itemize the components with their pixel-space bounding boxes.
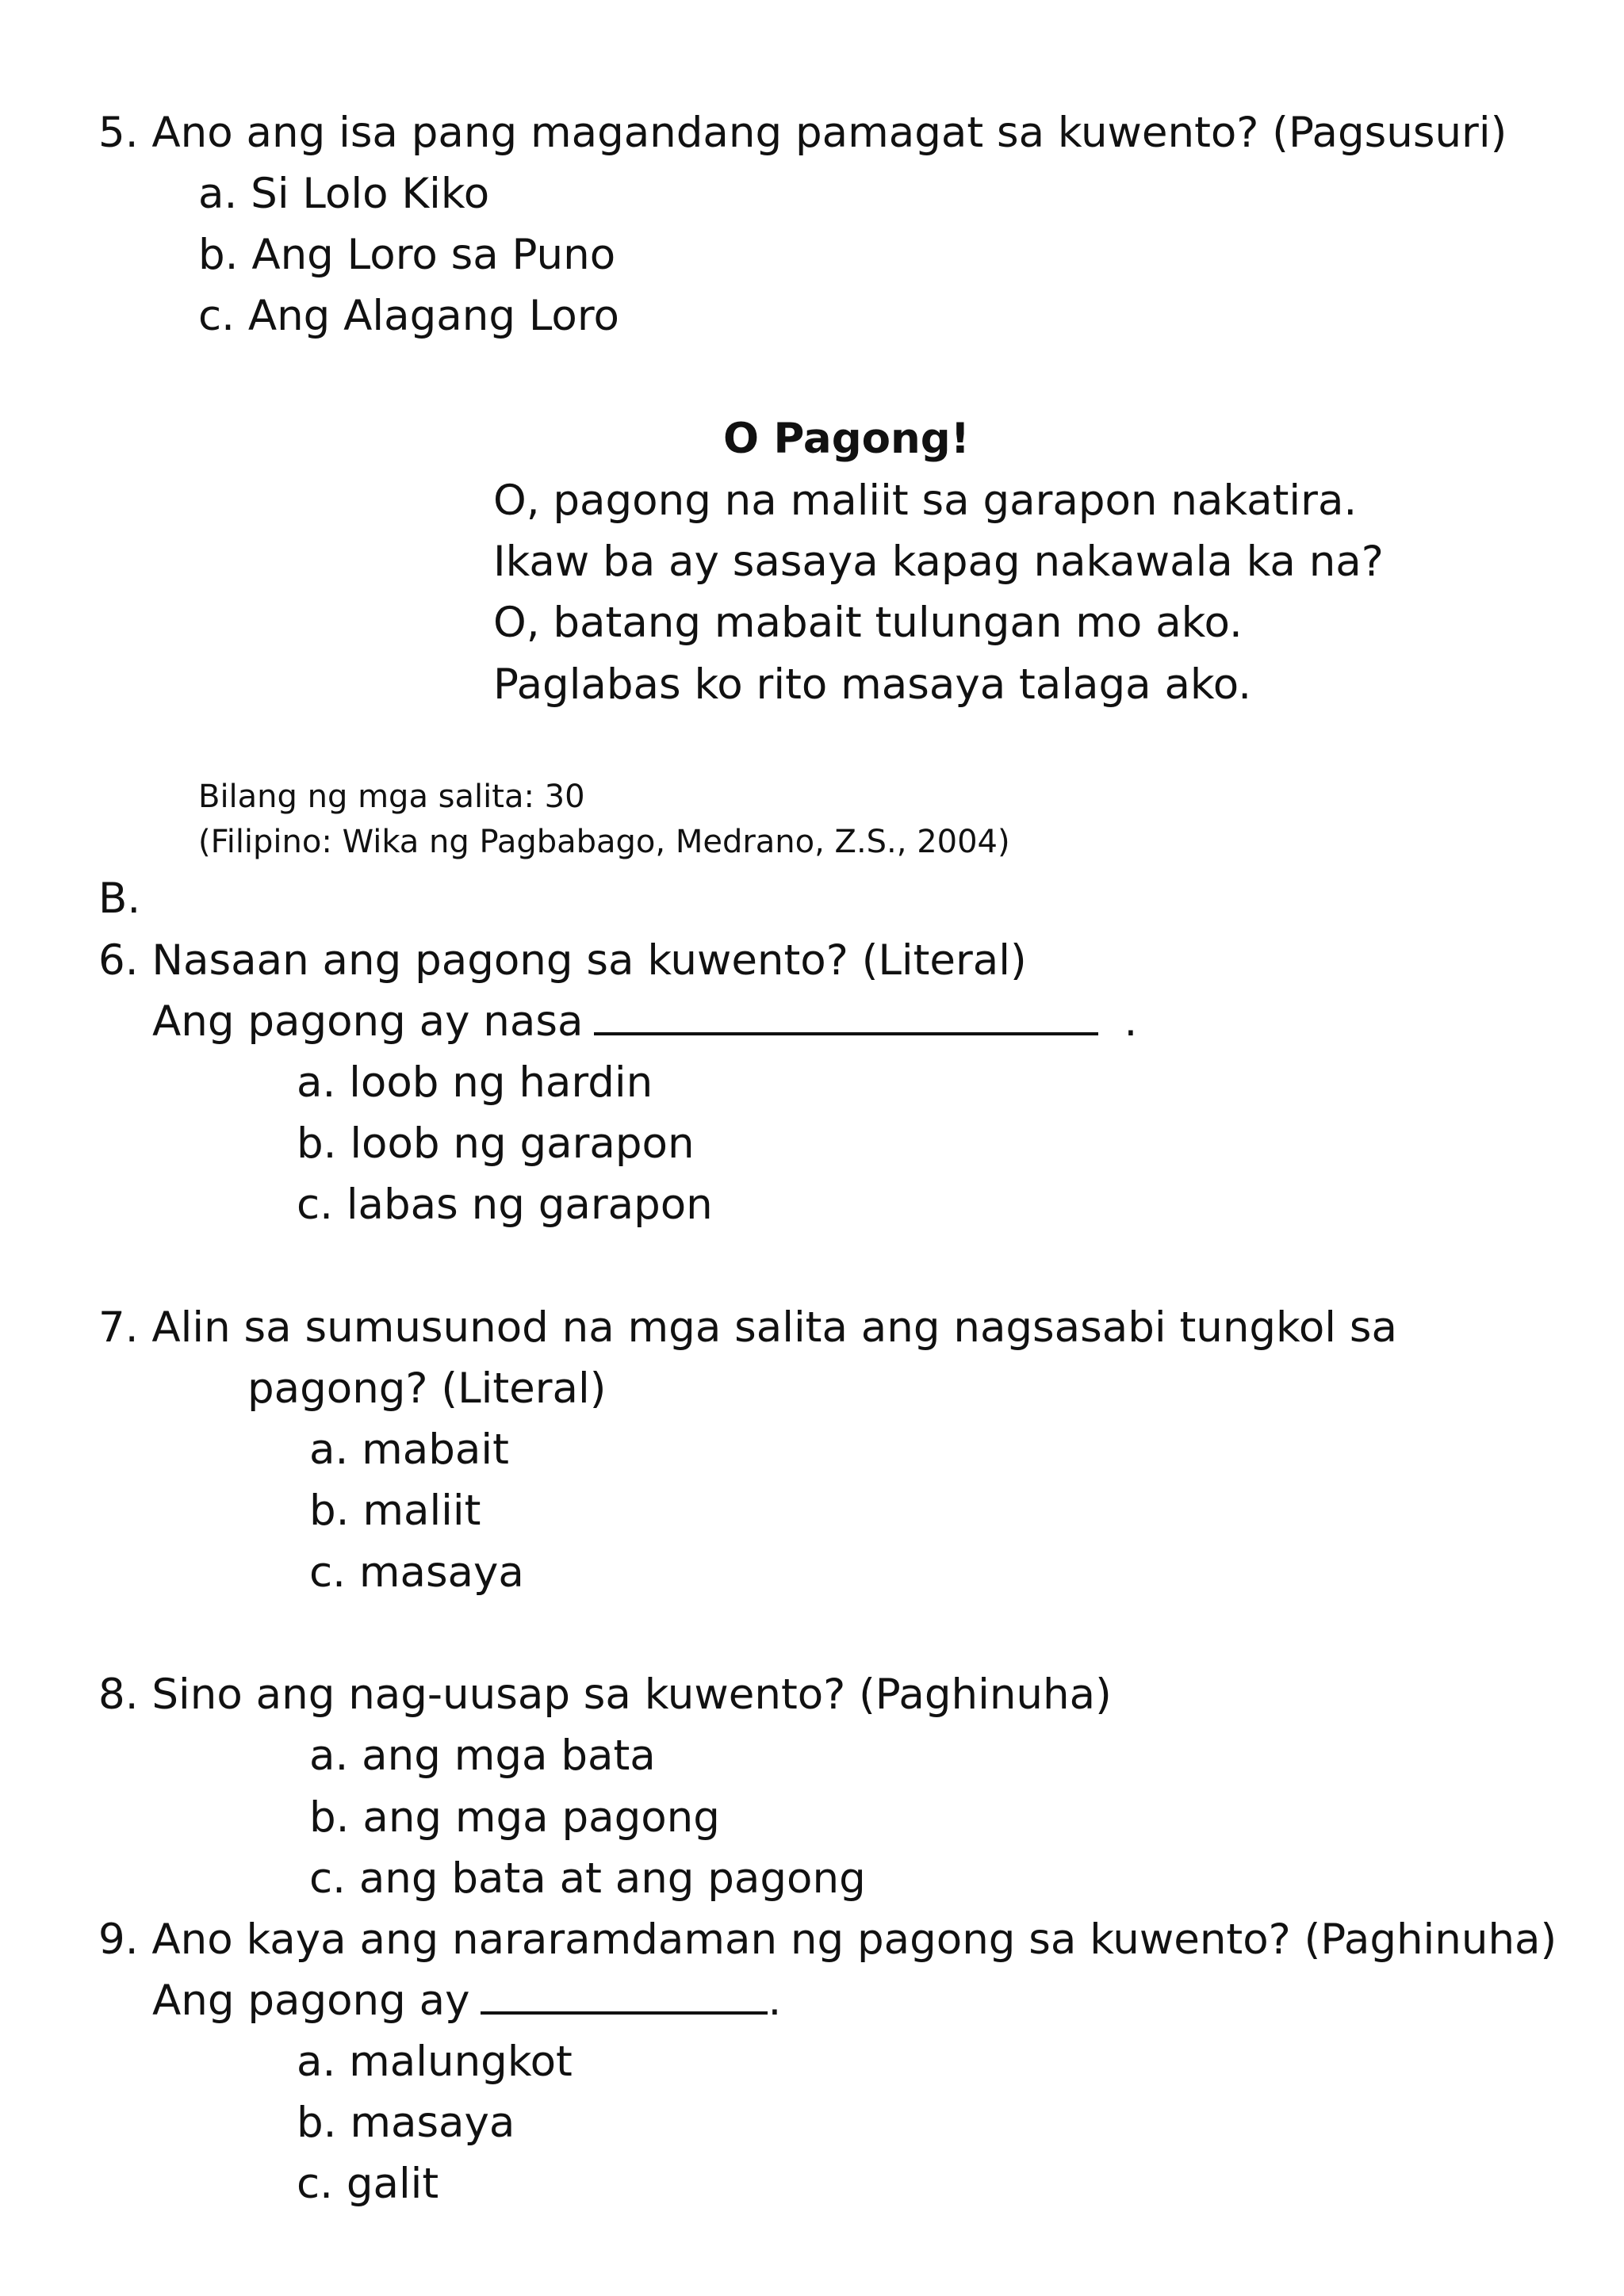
question-8-option-c: c. ang bata at ang pagong <box>309 1854 866 1903</box>
question-6-option-a: a. loob ng hardin <box>297 1058 653 1107</box>
question-7-option-c: c. masaya <box>309 1548 524 1597</box>
poem-line-4: Paglabas ko rito masaya talaga ako. <box>493 660 1252 709</box>
question-6-option-c: c. labas ng garapon <box>297 1181 713 1229</box>
question-8: 8. Sino ang nag-uusap sa kuwento? (Paghinuha) <box>98 1670 1112 1719</box>
answer-blank <box>481 2011 768 2015</box>
question-7-option-b: b. maliit <box>309 1487 481 1535</box>
poem-source-citation: (Filipino: Wika ng Pagbabago, Medrano, Z.S., 2004) <box>198 824 1010 860</box>
question-6-option-b: b. loob ng garapon <box>297 1119 695 1168</box>
question-9-stem <box>152 1976 782 2025</box>
word-count: Bilang ng mga salita: 30 <box>198 779 585 815</box>
answer-blank <box>594 1032 1098 1035</box>
question-5-option-a: a. Si Lolo Kiko <box>198 170 490 218</box>
question-8-option-a: a. ang mga bata <box>309 1732 656 1780</box>
question-6: 6. Nasaan ang pagong sa kuwento? (Literal) <box>98 936 1027 985</box>
poem-line-1: O, pagong na maliit sa garapon nakatira. <box>493 476 1358 525</box>
question-5-option-c: c. Ang Alagang Loro <box>198 292 619 340</box>
question-5-option-b: b. Ang Loro sa Puno <box>198 231 616 279</box>
poem-line-2: Ikaw ba ay sasaya kapag nakawala ka na? <box>493 538 1384 586</box>
question-7-line-1: 7. Alin sa sumusunod na mga salita ang nagsasabi tungkol sa <box>98 1303 1397 1352</box>
question-6-stem-text: Ang pagong ay nasa <box>152 997 584 1046</box>
question-9-option-a: a. malungkot <box>297 2038 573 2086</box>
section-label: B. <box>98 874 141 923</box>
question-7-option-a: a. mabait <box>309 1425 509 1474</box>
question-9: 9. Ano kaya ang nararamdaman ng pagong sa kuwento? (Paghinuha) <box>98 1915 1557 1964</box>
question-8-option-b: b. ang mga pagong <box>309 1793 720 1842</box>
question-9-option-b: b. masaya <box>297 2099 515 2147</box>
question-9-stem-text: Ang pagong ay <box>152 1976 470 2025</box>
poem-title: O Pagong! <box>723 415 970 463</box>
question-6-stem <box>152 997 1138 1046</box>
question-9-option-c: c. galit <box>297 2160 439 2208</box>
question-5: 5. Ano ang isa pang magandang pamagat sa kuwento? (Pagsusuri) <box>98 109 1507 157</box>
question-7-line-2: pagong? (Literal) <box>247 1364 607 1413</box>
question-9-stem-end: . <box>768 1976 782 2025</box>
question-6-stem-end: . <box>1124 997 1138 1046</box>
poem-line-3: O, batang mabait tulungan mo ako. <box>493 599 1243 647</box>
